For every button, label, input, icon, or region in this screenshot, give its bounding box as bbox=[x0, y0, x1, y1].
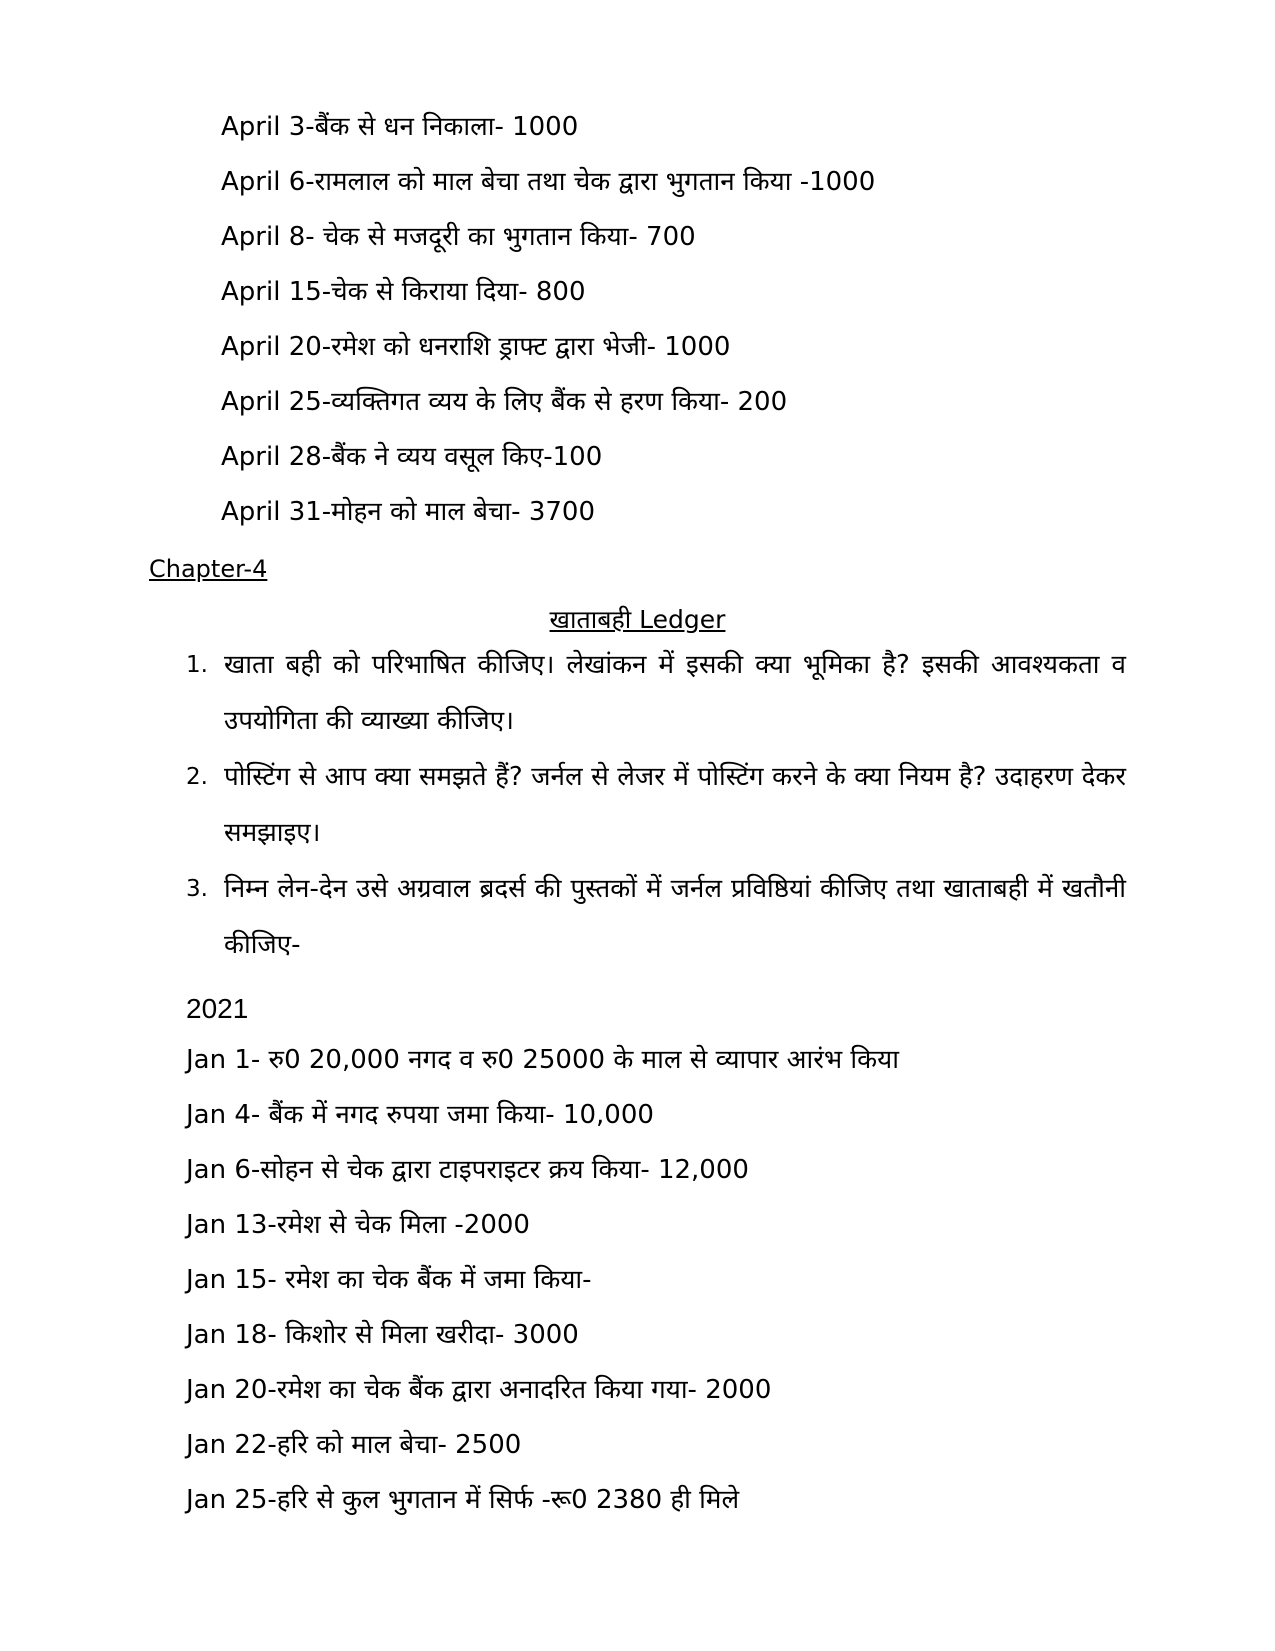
april-entry-4: April 15-चेक से किराया दिया- 800 bbox=[221, 277, 586, 307]
question-text: निम्न लेन-देन उसे अग्रवाल ब्रदर्स की पुस्तकों में जर्नल प्रविष्ठियां कीजिए तथा खाताबही में खतौनी कीजिए- bbox=[224, 874, 1126, 960]
april-entry-1: April 3-बैंक से धन निकाला- 1000 bbox=[221, 112, 579, 142]
question-2 bbox=[186, 749, 1126, 861]
jan-entry-8: Jan 22-हरि को माल बेचा- 2500 bbox=[186, 1430, 522, 1460]
april-entry-5: April 20-रमेश को धनराशि ड्राफ्ट द्वारा भेजी- 1000 bbox=[221, 332, 731, 362]
year-label: 2021 bbox=[186, 993, 249, 1024]
jan-entry-4: Jan 13-रमेश से चेक मिला -2000 bbox=[186, 1210, 530, 1240]
april-entry-3: April 8- चेक से मजदूरी का भुगतान किया- 700 bbox=[221, 222, 696, 252]
april-entry-6: April 25-व्यक्तिगत व्यय के लिए बैंक से हरण किया- 200 bbox=[221, 387, 788, 417]
section-heading-text: खाताबही Ledger bbox=[549, 605, 726, 634]
question-3 bbox=[186, 861, 1126, 973]
chapter-label: Chapter-4 bbox=[149, 555, 268, 583]
jan-entry-1: Jan 1- रु0 20,000 नगद व रु0 25000 के माल से व्यापार आरंभ किया bbox=[186, 1045, 899, 1075]
question-text: खाता बही को परिभाषित कीजिए। लेखांकन में इसकी क्या भूमिका है? इसकी आवश्यकता व उपयोगिता की व्याख्या कीजिए। bbox=[224, 650, 1126, 736]
section-heading bbox=[0, 604, 1275, 636]
jan-entry-2: Jan 4- बैंक में नगद रुपया जमा किया- 10,000 bbox=[186, 1100, 654, 1130]
question-number: 3. bbox=[186, 876, 208, 902]
april-entry-8: April 31-मोहन को माल बेचा- 3700 bbox=[221, 497, 595, 527]
question-1 bbox=[186, 637, 1126, 749]
jan-entry-9: Jan 25-हरि से कुल भुगतान में सिर्फ -रू0 2380 ही मिले bbox=[186, 1485, 740, 1515]
question-text: पोस्टिंग से आप क्या समझते हैं? जर्नल से लेजर में पोस्टिंग करने के क्या नियम है? उदाहरण देकर समझाइए। bbox=[224, 762, 1126, 848]
jan-entry-7: Jan 20-रमेश का चेक बैंक द्वारा अनादरित किया गया- 2000 bbox=[186, 1375, 772, 1405]
april-entry-2: April 6-रामलाल को माल बेचा तथा चेक द्वारा भुगतान किया -1000 bbox=[221, 167, 876, 197]
april-entry-7: April 28-बैंक ने व्यय वसूल किए-100 bbox=[221, 442, 603, 472]
jan-entry-3: Jan 6-सोहन से चेक द्वारा टाइपराइटर क्रय किया- 12,000 bbox=[186, 1155, 749, 1185]
jan-entry-5: Jan 15- रमेश का चेक बैंक में जमा किया- bbox=[186, 1265, 592, 1295]
question-number: 2. bbox=[186, 764, 208, 790]
jan-entry-6: Jan 18- किशोर से मिला खरीदा- 3000 bbox=[186, 1320, 579, 1350]
question-number: 1. bbox=[186, 652, 208, 678]
